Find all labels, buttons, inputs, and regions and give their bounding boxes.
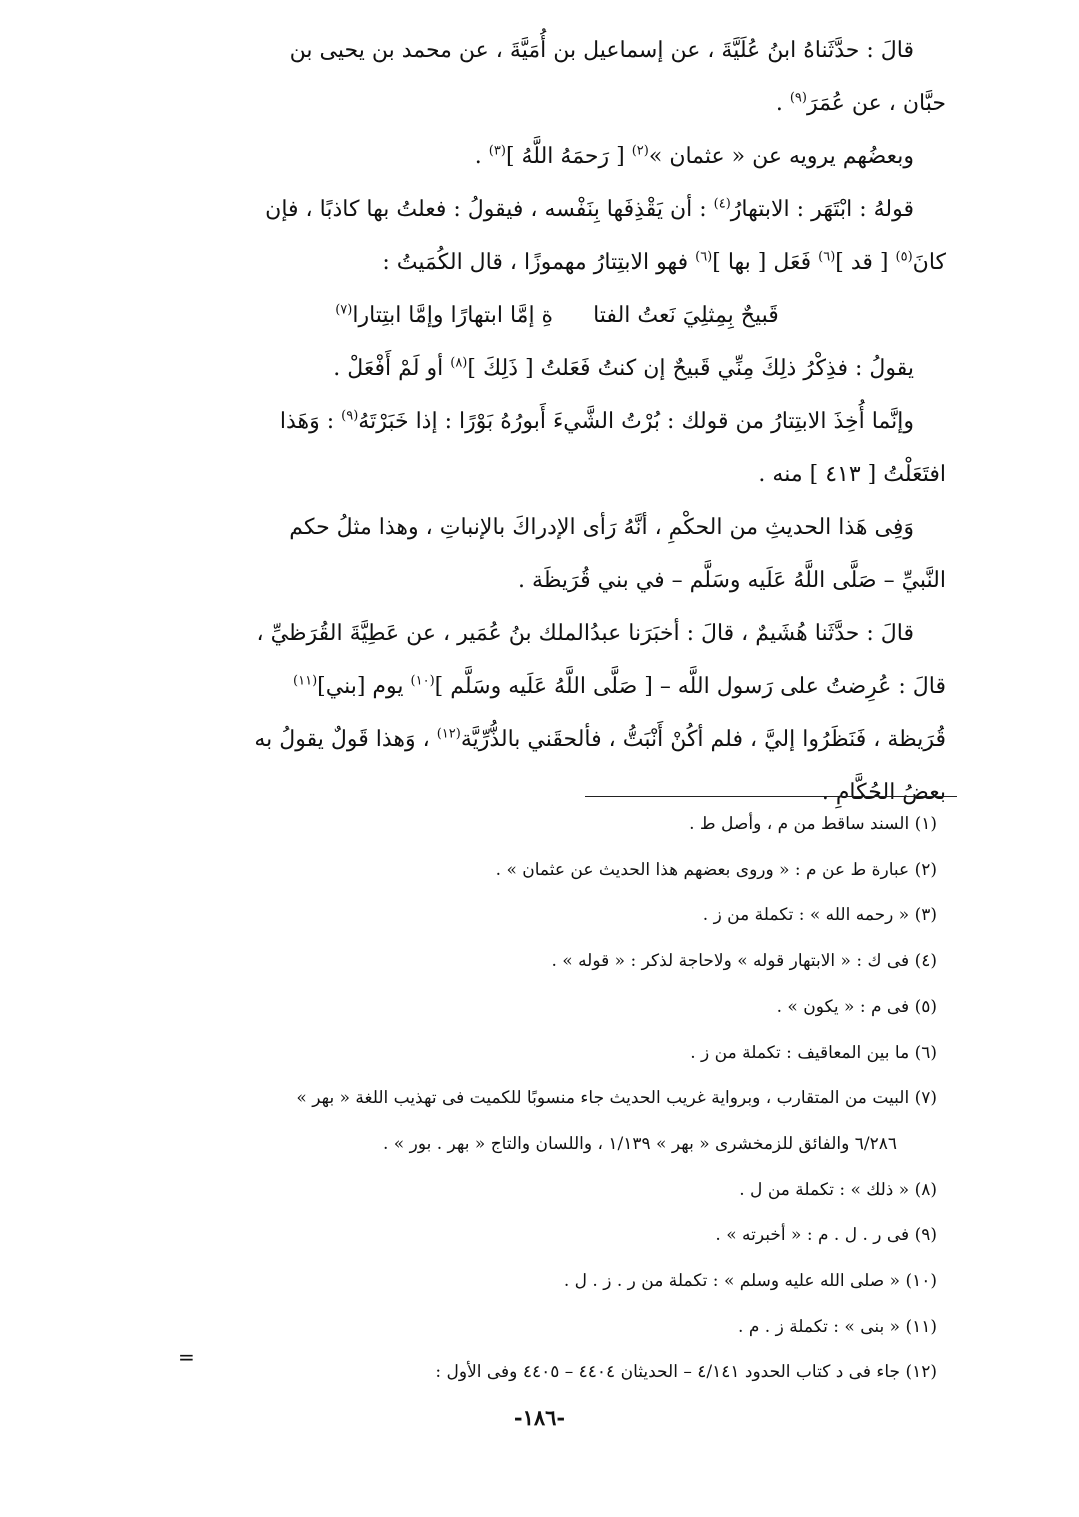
footnote-ref: (١٠) (410, 673, 435, 689)
footnote-9: (٩) فى ر . ل . م : « أخبرته » . (715, 1225, 937, 1246)
line: قُرَيظة ، فَنَظَرُوا إليَّ ، فلم أكُنْ أَنْبَتُّ ، فألحقَني بالذُّرِّيَّة (460, 727, 946, 752)
footnote-8: (٨) « ذلك » : تكملة من ل . (739, 1179, 937, 1200)
footnote-7: (٧) البيت من المتقارب ، وبرواية غريب الحديث جاء منسوبًا للكميت فى تهذيب اللغة « بهر » (296, 1088, 937, 1109)
footnotes (178, 802, 941, 1396)
footnote-4: (٤) فى ك : « الابتهار قوله » ولاحاجة لذكر : « قوله » . (551, 951, 937, 972)
verse-text: ةِ إمَّا ابتهارًا وإمَّا ابتِتارا (352, 303, 554, 328)
verse-first-hemistich: قَبيحٌ بِمِثلِيَ نَعتُ الفتا (593, 303, 779, 328)
footnote-7-continuation: ٦/٢٨٦ والفائق للزمخشرى « بهر » ١/١٣٩ ، واللسان والتاج « بهر . بور » . (383, 1133, 897, 1154)
line: فهو الابتِتارُ مهموزًا ، قال الكُمَيتُ : (382, 250, 696, 275)
line: يوم [بني] (317, 674, 411, 699)
line-end: . (775, 91, 790, 116)
footnote-separator (585, 796, 957, 797)
footnote-11: (١١) « بنى » : تكملة ز . م . (738, 1316, 937, 1337)
line: وبعضُهم يرويه عن « عثمان » (648, 144, 914, 169)
line: يقولُ : فذِكْرُ ذلِكَ مِنِّي قَبيحٌ إن كنتُ فَعَلتُ [ ذَلِكَ ] (467, 356, 914, 381)
line: النَّبيِّ – صَلَّى اللَّهُ عَلَيه وسَلَّم – في بني قُرَيظَة . (518, 568, 946, 593)
paragraph-1 (168, 24, 946, 130)
line: حبَّان ، عن عُمَرَ (806, 91, 946, 116)
footnote-ref: (٨) (450, 355, 468, 371)
footnote-ref: (٥) (895, 249, 913, 265)
paragraph-2 (168, 130, 946, 183)
line: قالَ : حدَّثَناهُ ابنُ عُلَيَّةَ ، عن إسماعيل بن أُمَيَّةَ ، عن محمد بن يحيى بن (289, 38, 914, 63)
footnote-ref: (١٢) (436, 726, 461, 742)
line: : وَهَذا (279, 409, 342, 434)
footnote-ref: (٦) (818, 249, 836, 265)
poetry-verse (168, 289, 946, 342)
footnote-1: (١) السند ساقط من م ، وأصل ط . (689, 814, 937, 834)
footnote-ref: (٩) (341, 408, 359, 424)
footnote-ref: (٧) (335, 302, 353, 318)
paragraph-4 (168, 342, 946, 395)
footnote-5: (٥) فى م : « يكون » . (776, 996, 937, 1017)
footnote-ref: (٦) (695, 249, 713, 265)
line: وَفِى هَذا الحديثِ من الحكْمِ ، أنَّهُ رَأى الإدراكَ بالإنباتِ ، وهذا مثلُ حكم (289, 515, 914, 540)
footnote-ref: (٢) (631, 143, 649, 159)
footnote-10: (١٠) « صلى الله عليه وسلم » : تكملة من ر . ز . ل . (563, 1271, 937, 1292)
footnote-ref: (١١) (293, 673, 318, 689)
footnote-12: (١٢) جاء فى د كتاب الحدود ٤/١٤١ – الحديثان ٤٤٠٤ – ٤٤٠٥ وفى الأول : (435, 1362, 937, 1383)
footnote-ref: (٤) (713, 196, 731, 212)
main-text (168, 24, 946, 819)
line: فَعَل [ بها ] (712, 250, 819, 275)
line: [ رَحمَهُ اللَّهُ ] (505, 144, 632, 169)
footnote-ref: (٣) (488, 143, 506, 159)
line: : أن يَقْذِفَها بِنَفْسه ، فيقولُ : فعلتُ بها كاذبًا ، فإن (265, 197, 714, 222)
footnote-6: (٦) ما بين المعاقيف : تكملة من ز . (690, 1042, 937, 1063)
footnote-ref: (٩) (789, 90, 807, 106)
line: بعضُ الحُكَّامِ . (821, 780, 946, 805)
line: ، وَهذا قَولٌ يقولُ به (254, 727, 437, 752)
footnote-3: (٣) « رحمه الله » : تكملة من ز . (702, 905, 937, 926)
paragraph-3 (168, 183, 946, 289)
line: وإنَّما أُخِذَ الابتِتارُ من قولك : بُرْتُ الشَّيءَ أَبورُهُ بَوْرًا : إذا خَبَرْتَهُ (358, 409, 914, 434)
page-number: -١٨٦- (513, 1405, 566, 1430)
line: أو لَمْ أَفْعَلْ . (333, 356, 451, 381)
line: [ قد ] (835, 250, 896, 275)
verse-second-hemistich (335, 289, 553, 342)
line: قالَ : عُرِضتُ على رَسول اللَّه – [ صَلَّى اللَّهُ عَلَيه وسَلَّم ] (434, 674, 946, 699)
paragraph-5 (168, 395, 946, 501)
line-end: . (474, 144, 489, 169)
line: كانَ (912, 250, 946, 275)
line: افتَعَلْتُ [ ٤١٣ ] منه . (758, 462, 946, 487)
continuation-mark: = (178, 1345, 195, 1369)
paragraph-6 (168, 501, 946, 607)
line: قولهُ : ابْتَهَر : الابتهارُ (730, 197, 914, 222)
paragraph-7 (168, 607, 946, 819)
footnote-2: (٢) عبارة ط عن م : « وروى بعضهم هذا الحديث عن عثمان » . (495, 859, 937, 880)
line: قالَ : حدَّثَنا هُشَيمٌ ، قالَ : أخبَرَنا عبدُالملك بنُ عُمَير ، عن عَطِيَّةَ القُرَظيِّ ، (256, 621, 914, 646)
